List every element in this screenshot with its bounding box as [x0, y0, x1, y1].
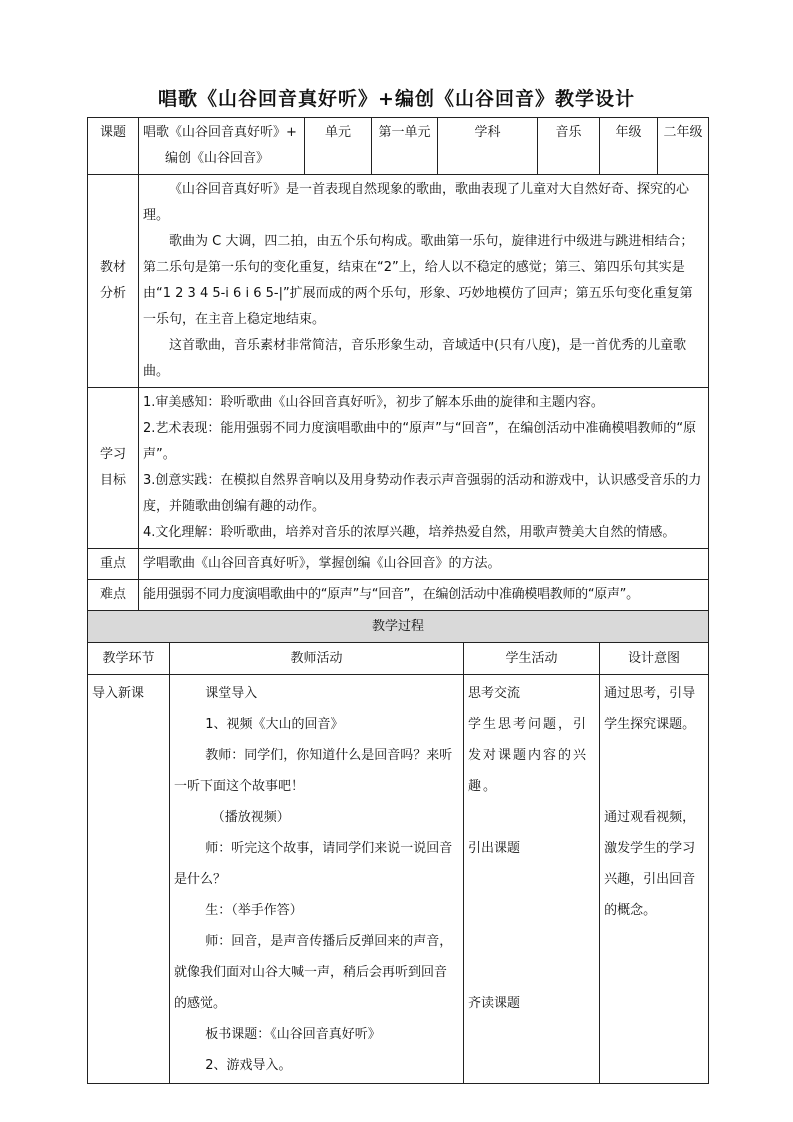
teacher-line-7: 师：回音，是声音传播后反弹回来的声音，就像我们面对山谷大喊一声，稍后会再听到回音的感觉。: [174, 934, 453, 1011]
process-header-row: [88, 643, 709, 675]
teacher-line-8: 板书课题：《山谷回音真好听》: [205, 1027, 381, 1042]
process-row-intro: [88, 675, 709, 1084]
topic-value: [139, 118, 305, 175]
header-row: [88, 118, 709, 175]
topic-label: 课题: [88, 118, 139, 175]
stage-cell: 导入新课: [88, 675, 170, 1084]
lesson-plan-table: [87, 117, 709, 1084]
intent-line-2: 通过观看视频，激发学生的学习兴趣，引出回音的概念。: [604, 810, 696, 918]
analysis-content: [139, 175, 709, 388]
col-student-header: 学生活动: [464, 643, 600, 675]
teacher-line-9: 2、游戏导入。: [205, 1058, 292, 1073]
intent-cell: [600, 675, 709, 1084]
unit-label: 单元: [305, 118, 372, 175]
student-line-2: 学生思考问题，引发对课题内容的兴趣。: [468, 717, 589, 794]
teacher-line-6: 生：（举手作答）: [205, 903, 303, 918]
unit-value: 第一单元: [372, 118, 438, 175]
key-points-row: [88, 549, 709, 580]
key-points-label: 重点: [88, 549, 139, 580]
teacher-activity-cell: [170, 675, 464, 1084]
objective-item-1: 1.审美感知：聆听歌曲《山谷回音真好听》，初步了解本乐曲的旋律和主题内容。: [143, 395, 604, 410]
key-points-text: 学唱歌曲《山谷回音真好听》，掌握创编《山谷回音》的方法。: [139, 549, 709, 580]
teacher-line-1: 课堂导入: [205, 686, 258, 701]
process-section-title: 教学过程: [88, 611, 709, 643]
grade-value: 二年级: [658, 118, 709, 175]
analysis-label: [88, 175, 139, 388]
objectives-row: [88, 388, 709, 549]
intent-line-1: 通过思考，引导学生探究课题。: [604, 686, 696, 732]
col-stage-header: 教学环节: [88, 643, 170, 675]
teacher-line-4: （播放视频）: [211, 810, 290, 825]
objective-item-4: 4.文化理解：聆听歌曲，培养对音乐的浓厚兴趣，培养热爱自然，用歌声赞美大自然的情感。: [143, 525, 676, 540]
analysis-row: [88, 175, 709, 388]
col-intent-header: 设计意图: [600, 643, 709, 675]
topic-line-1: 唱歌《山谷回音真好听》+: [143, 125, 297, 140]
analysis-label-line-1: 教材: [99, 260, 126, 275]
difficulties-row: [88, 580, 709, 611]
objectives-label: [88, 388, 139, 549]
teacher-line-5: 师：听完这个故事，请同学们来说一说回音是什么？: [174, 841, 453, 887]
subject-label: 学科: [438, 118, 538, 175]
objectives-label-line-2: 目标: [99, 473, 126, 488]
student-line-1: 思考交流: [468, 686, 521, 701]
document-title: 唱歌《山谷回音真好听》+编创《山谷回音》教学设计: [158, 88, 635, 110]
student-line-3: 引出课题: [468, 841, 521, 856]
process-section-row: [88, 611, 709, 643]
analysis-paragraph-3: 这首歌曲，音乐素材非常简洁，音乐形象生动，音域适中(只有八度)，是一首优秀的儿童歌曲。: [143, 338, 687, 379]
col-teacher-header: 教师活动: [170, 643, 464, 675]
student-line-4: 齐读课题: [468, 996, 521, 1011]
teacher-line-2: 1、视频《大山的回音》: [205, 717, 344, 732]
teacher-line-3: 教师：同学们，你知道什么是回音吗？来听一听下面这个故事吧！: [174, 748, 453, 794]
difficulties-text: 能用强弱不同力度演唱歌曲中的“原声”与“回音”，在编创活动中准确模唱教师的“原声”。: [139, 580, 709, 611]
student-activity-cell: [464, 675, 600, 1084]
objective-item-3: 3.创意实践：在模拟自然界音响以及用身势动作表示声音强弱的活动和游戏中，认识感受音乐的力度，并随歌曲创编有趣的动作。: [143, 473, 702, 514]
objectives-content: [139, 388, 709, 549]
subject-value: 音乐: [538, 118, 600, 175]
analysis-paragraph-2: 歌曲为 C 大调，四二拍，由五个乐句构成。歌曲第一乐句，旋律进行中级进与跳进相结合；第二乐句是第一乐句的变化重复，结束在“2”上，给人以不稳定的感觉；第三、第四乐句其实是由“1 2 3 4 5-i 6 i 6 5-|”扩展而成的两个乐句，形象、巧妙地模仿了回声；第五乐句变化重复第一乐句，在主音上稳定地结束。: [143, 234, 694, 327]
analysis-paragraph-1: 《山谷回音真好听》是一首表现自然现象的歌曲，歌曲表现了儿童对大自然好奇、探究的心理。: [143, 182, 690, 223]
analysis-label-line-2: 分析: [99, 286, 126, 301]
difficulties-label: 难点: [88, 580, 139, 611]
objectives-label-line-1: 学习: [99, 447, 126, 462]
objective-item-2: 2.艺术表现：能用强弱不同力度演唱歌曲中的“原声”与“回音”，在编创活动中准确模唱教师的“原声”。: [143, 421, 697, 462]
topic-line-2: 编创《山谷回音》: [165, 151, 270, 166]
grade-label: 年级: [600, 118, 658, 175]
